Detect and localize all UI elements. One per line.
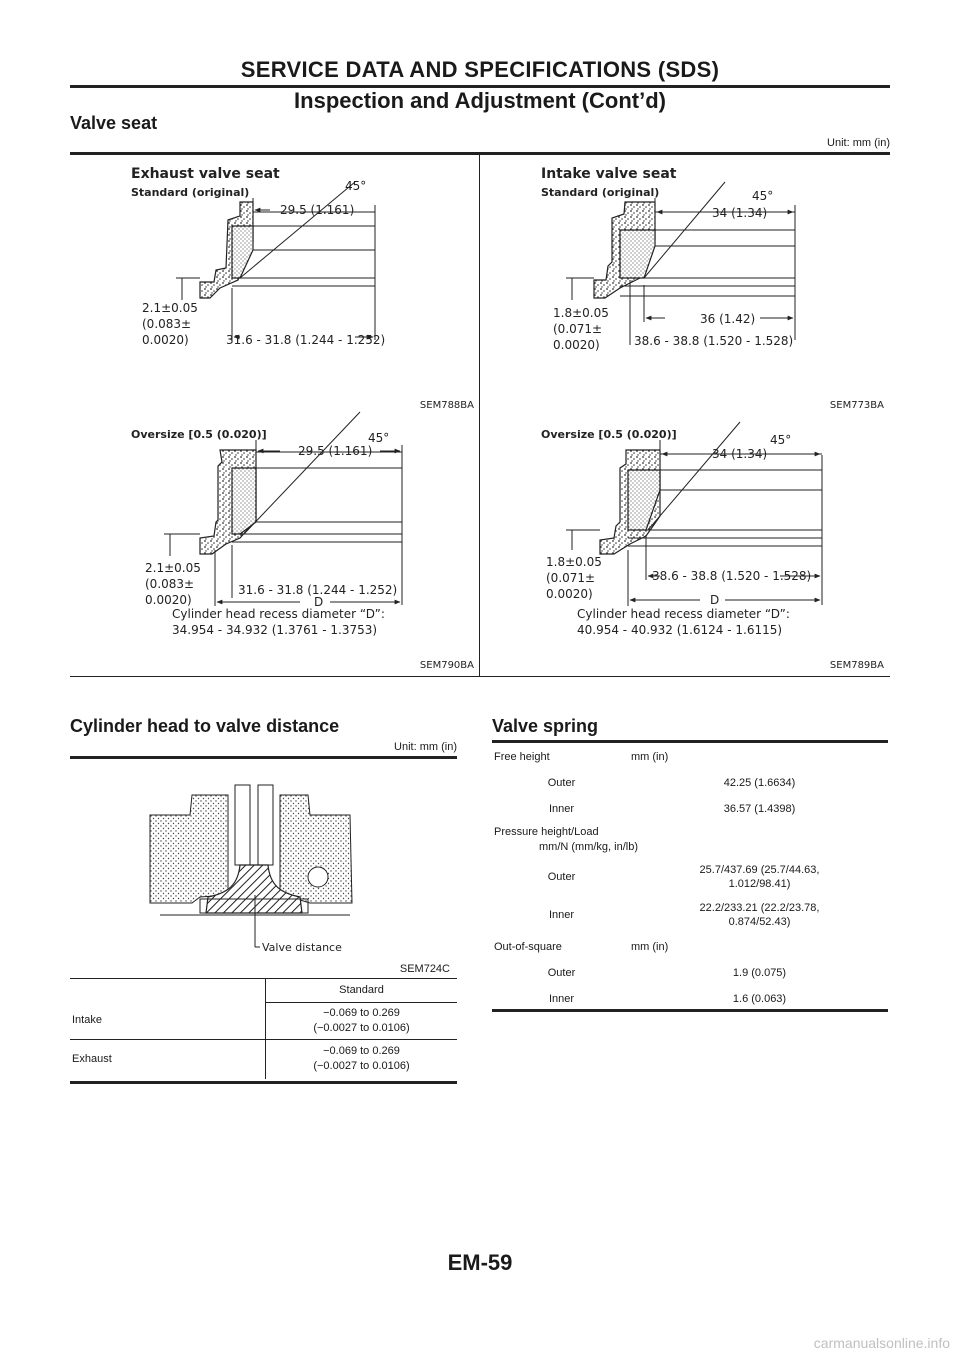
- intake-os-recess-label: Cylinder head recess diameter “D”:: [577, 607, 790, 621]
- intake-os-dim-bottom: 38.6 - 38.8 (1.520 - 1.528): [652, 569, 812, 583]
- intake-std-code: SEM773BA: [829, 400, 884, 411]
- exhaust-std-title: Exhaust valve seat: [131, 166, 280, 182]
- chd-row-exhaust: [70, 1039, 457, 1079]
- intake-std-depth-c: 0.0020): [553, 338, 600, 352]
- valve-seat-unit: Unit: mm (in): [827, 137, 890, 149]
- intake-std-depth-a: 1.8±0.05: [553, 306, 609, 320]
- spring-square-outer-value: 1.9 (0.075): [732, 967, 787, 979]
- intake-std-dim-bottom: 38.6 - 38.8 (1.520 - 1.528): [634, 334, 794, 348]
- chd-exhaust-label: Exhaust: [70, 1039, 266, 1079]
- spring-free-inner-label: Inner: [548, 803, 575, 815]
- spring-pressure-inner-b: 0.874/52.43): [728, 916, 791, 928]
- spring-square-label: Out-of-square: [494, 941, 562, 953]
- exhaust-std-depth-b: (0.083±: [142, 317, 192, 331]
- spring-free-outer-label: Outer: [547, 777, 576, 789]
- spring-title: Valve spring: [492, 716, 599, 736]
- exhaust-std-angle: 45°: [345, 179, 367, 193]
- spring-top-rule: [492, 740, 888, 743]
- spring-free-outer-value: 42.25 (1.6634): [723, 777, 796, 789]
- document-header-title: SERVICE DATA AND SPECIFICATIONS (SDS): [240, 57, 720, 82]
- chd-head-left: [150, 795, 228, 903]
- chd-exhaust-value-b: (−0.0027 to 0.0106): [313, 1060, 410, 1073]
- exhaust-os-d: D: [314, 595, 324, 609]
- intake-os-depth-c: 0.0020): [546, 587, 593, 601]
- exhaust-os-dim-bottom: 31.6 - 31.8 (1.244 - 1.252): [238, 583, 398, 597]
- chd-intake-value-a: −0.069 to 0.269: [323, 1006, 400, 1019]
- valve-seat-title: Valve seat: [70, 113, 158, 133]
- spring-table: [492, 744, 888, 1012]
- intake-std-dim-mid: 36 (1.42): [700, 312, 756, 326]
- intake-std-dim-top: 34 (1.34): [712, 206, 768, 220]
- exhaust-std-depth-a: 2.1±0.05: [142, 301, 198, 315]
- chd-intake-value-b: (−0.0027 to 0.0106): [313, 1021, 410, 1034]
- exhaust-os-seat: [232, 468, 256, 534]
- chd-col-header: Standard: [266, 979, 458, 1002]
- intake-os-depth-b: (0.071±: [546, 571, 596, 585]
- spring-pressure-outer-label: Outer: [547, 871, 576, 883]
- chd-header-row: [70, 979, 457, 1002]
- chd-diagram: [140, 775, 460, 975]
- intake-os-depth-a: 1.8±0.05: [546, 555, 602, 569]
- exhaust-os-code: SEM790BA: [419, 660, 474, 671]
- chd-code: SEM724C: [399, 963, 450, 975]
- valve-seat-diagrams: [0, 150, 960, 680]
- exhaust-os-depth-c: 0.0020): [145, 593, 192, 607]
- spring-square-inner-label: Inner: [548, 993, 575, 1005]
- intake-std-angle: 45°: [752, 189, 774, 203]
- spring-pressure-unit: mm/N (mm/kg, in/lb): [539, 841, 638, 853]
- spring-pressure-label: Pressure height/Load: [494, 826, 599, 838]
- chd-unit: Unit: mm (in): [394, 741, 457, 753]
- spring-pressure-inner-label: Inner: [548, 909, 575, 921]
- exhaust-os-depth-a: 2.1±0.05: [145, 561, 201, 575]
- intake-os-d: D: [710, 593, 720, 607]
- intake-os-recess-value: 40.954 - 40.932 (1.6124 - 1.6115): [577, 623, 783, 637]
- spring-square-outer-label: Outer: [547, 967, 576, 979]
- spring-square-unit: mm (in): [631, 941, 669, 953]
- chd-row-intake: [70, 1002, 457, 1039]
- exhaust-os-angle: 45°: [368, 431, 390, 445]
- exhaust-std-code: SEM788BA: [419, 400, 474, 411]
- chd-title: Cylinder head to valve distance: [70, 716, 340, 736]
- spring-square-inner-value: 1.6 (0.063): [732, 993, 787, 1005]
- spring-free-height-unit: mm (in): [631, 751, 669, 763]
- chd-top-rule: [70, 756, 457, 759]
- spring-pressure-outer-a: 25.7/437.69 (25.7/44.63,: [699, 864, 820, 876]
- intake-std-title: Intake valve seat: [541, 166, 677, 182]
- spring-free-height-label: Free height: [494, 751, 550, 763]
- exhaust-std-subtitle: Standard (original): [131, 186, 250, 199]
- intake-os-subtitle: Oversize [0.5 (0.020)]: [541, 428, 677, 441]
- exhaust-os-diagram: [164, 412, 402, 606]
- exhaust-os-recess-label: Cylinder head recess diameter “D”:: [172, 607, 385, 621]
- spring-pressure-outer-b: 1.012/98.41): [728, 878, 791, 890]
- document-header-subtitle: Inspection and Adjustment (Cont’d): [294, 88, 666, 113]
- spring-pressure-inner-a: 22.2/233.21 (22.2/23.78,: [699, 902, 820, 914]
- exhaust-os-recess-value: 34.954 - 34.932 (1.3761 - 1.3753): [172, 623, 378, 637]
- exhaust-std-depth-c: 0.0020): [142, 333, 189, 347]
- exhaust-os-depth-b: (0.083±: [145, 577, 195, 591]
- spring-bottom-rule: [492, 1009, 888, 1012]
- spring-free-inner-value: 36.57 (1.4398): [723, 803, 796, 815]
- chd-exhaust-value-a: −0.069 to 0.269: [323, 1045, 400, 1058]
- intake-std-depth-b: (0.071±: [553, 322, 603, 336]
- intake-os-angle: 45°: [770, 433, 792, 447]
- exhaust-os-dim-top: 29.5 (1.161): [298, 444, 373, 458]
- chd-diagram-label: Valve distance: [262, 941, 342, 954]
- chd-table: [70, 979, 457, 1079]
- intake-os-code: SEM789BA: [829, 660, 884, 671]
- watermark: carmanualsonline.info: [813, 1335, 950, 1351]
- exhaust-std-dim-bottom: 31.6 - 31.8 (1.244 - 1.252): [226, 333, 386, 347]
- intake-os-dim-top: 34 (1.34): [712, 447, 768, 461]
- chd-bottom-rule: [70, 1081, 457, 1084]
- exhaust-os-subtitle: Oversize [0.5 (0.020)]: [131, 428, 267, 441]
- chd-intake-label: Intake: [70, 1002, 266, 1039]
- intake-std-subtitle: Standard (original): [541, 186, 660, 199]
- page-number: EM-59: [447, 1250, 513, 1275]
- exhaust-std-dim-top: 29.5 (1.161): [280, 203, 355, 217]
